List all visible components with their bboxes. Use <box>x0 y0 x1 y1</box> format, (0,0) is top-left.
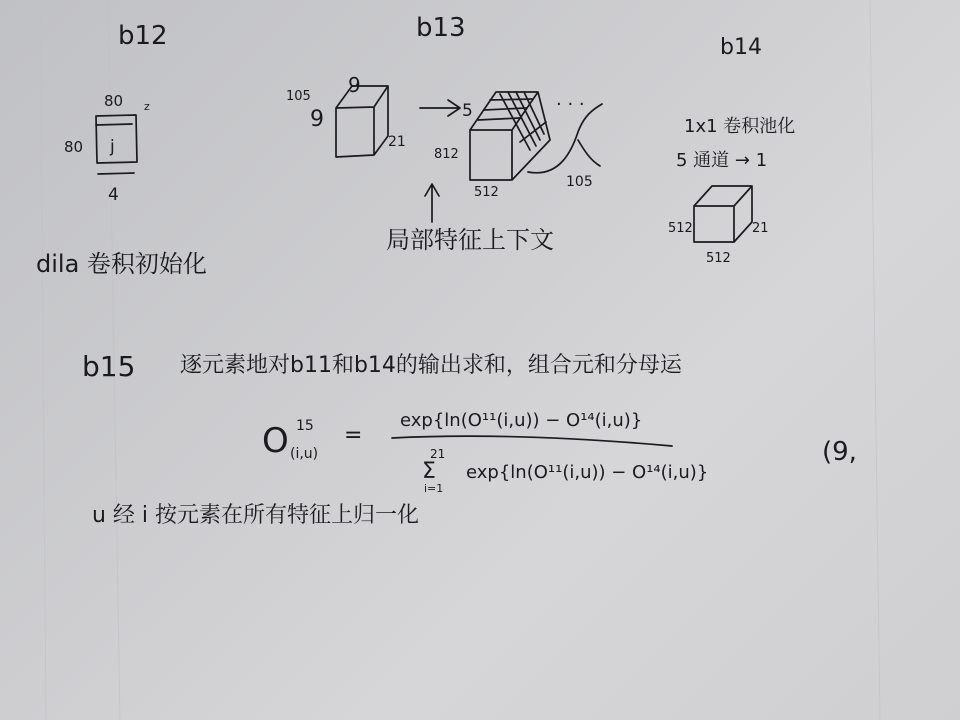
formula-numerator: exp{ln(O¹¹(i,u)) − O¹⁴(i,u)} <box>400 410 643 431</box>
b12-square <box>96 115 137 163</box>
formula-lhs: O <box>262 421 289 461</box>
formula-fraction-bar <box>392 436 672 446</box>
block-b15 <box>82 350 857 495</box>
b13-brace-label: 105 <box>566 174 593 190</box>
b13-title: b13 <box>416 13 466 43</box>
b12-square-inner <box>96 124 132 125</box>
b15-label: b15 <box>82 350 136 383</box>
b14-line2: 5 通道 → 1 <box>676 150 768 171</box>
b13-right-bottom-dim: 512 <box>474 185 499 200</box>
b12-note: dila 卷积初始化 <box>36 250 207 278</box>
b12-dim-corner: z <box>144 100 150 113</box>
b12-dim-left: 80 <box>64 138 84 156</box>
footer-note: u 经 i 按元素在所有特征上归一化 <box>92 503 420 528</box>
b14-cube-bottom: 512 <box>706 251 731 266</box>
b13-right-left-dim: 812 <box>434 147 459 162</box>
b13-up-arrow <box>425 184 439 222</box>
formula-lhs-sub: (i,u) <box>290 446 319 462</box>
equation-number: (9, <box>822 437 857 467</box>
b13-dim-top-left: 105 <box>286 89 311 104</box>
b14-cube-left: 512 <box>668 221 693 236</box>
b13-note: 局部特征上下文 <box>386 226 554 254</box>
b12-title: b12 <box>118 21 168 51</box>
formula-sum-bottom: i=1 <box>424 482 444 495</box>
b12-dim-bottom: 4 <box>108 185 119 205</box>
b13-left-cube <box>336 86 388 157</box>
formula-lhs-sup: 15 <box>296 418 314 434</box>
b15-description: 逐元素地对b11和b14的输出求和，组合元和分母运 <box>180 353 682 378</box>
b14-title: b14 <box>720 35 762 60</box>
b13-dim-top: 9 <box>348 73 361 97</box>
b14-cube-right: 21 <box>752 221 769 236</box>
b13-dots: · · · <box>556 94 585 115</box>
formula-equals: = <box>344 423 363 448</box>
block-b13 <box>286 13 602 254</box>
formula-denominator: exp{ln(O¹¹(i,u)) − O¹⁴(i,u)} <box>466 462 709 483</box>
formula-sum-top: 21 <box>430 447 446 461</box>
b14-line1: 1x1 卷积池化 <box>684 116 796 137</box>
b13-dim-right: 21 <box>388 134 406 150</box>
b12-dim-top: 80 <box>104 92 124 110</box>
b12-inner-label: j <box>110 137 115 157</box>
b13-dim-left: 9 <box>310 107 324 132</box>
block-b14 <box>668 35 795 266</box>
b13-arrow <box>420 100 460 116</box>
b13-right-front: 5 <box>462 101 473 121</box>
block-b12 <box>36 21 207 278</box>
formula-sigma: Σ <box>422 459 436 484</box>
b12-bottom-tick <box>98 173 134 174</box>
b14-cube <box>694 186 752 242</box>
